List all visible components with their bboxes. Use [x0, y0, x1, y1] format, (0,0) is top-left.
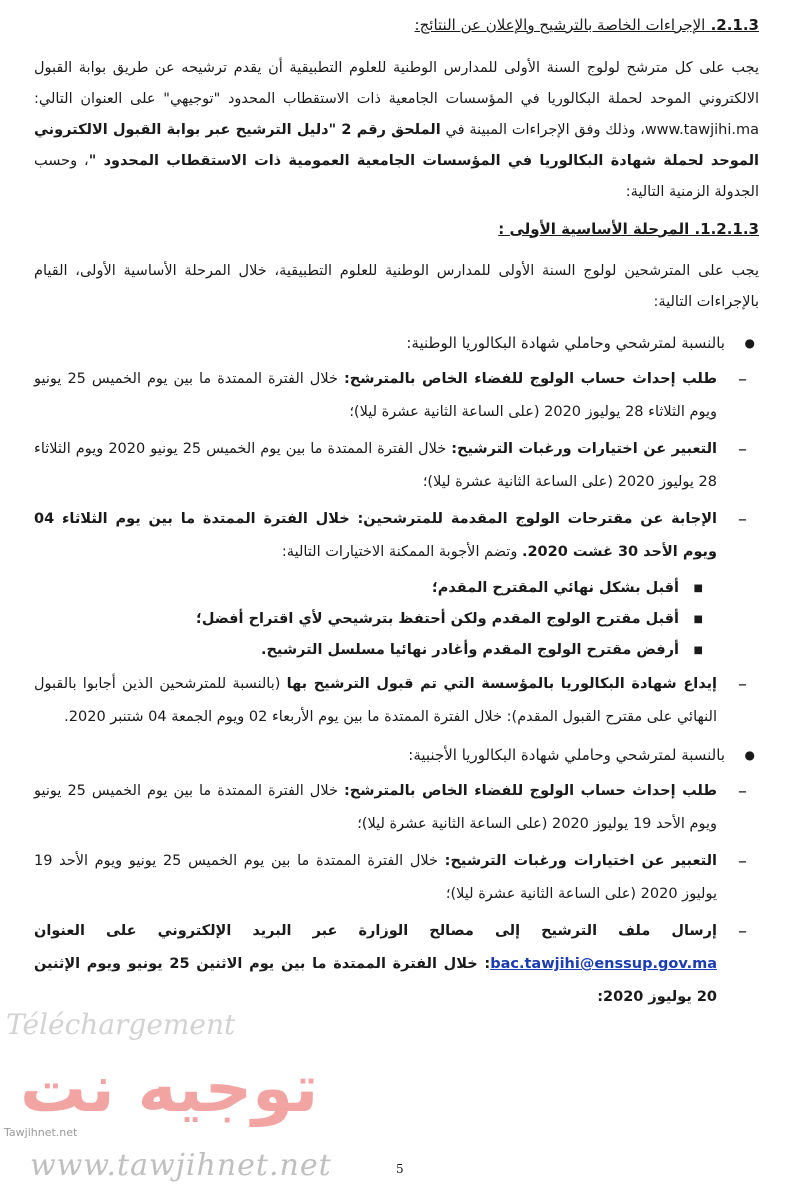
tawjihi-url[interactable]: www.tawjihi.ma — [644, 121, 760, 138]
item-text: (بالنسبة للمترشحين الذين أجابوا بالقبول النهائي على مقترح القبول المقدم): خلال الفترة الممتدة ما بين يوم الأربعاء 02 ويوم الجمعة 04 شتنبر 2020. — [34, 676, 717, 725]
item-bold: طلب إحداث حساب الولوج للفضاء الخاص بالمترشح: — [343, 783, 717, 799]
item-bold: طلب إحداث حساب الولوج للفضاء الخاص بالمترشح: — [343, 371, 717, 387]
foreign-bac-heading: ● بالنسبة لمترشحي وحاملي شهادة البكالوريا الأجنبية: — [34, 740, 759, 771]
option-accept-keep: ■ أقبل مقترح الولوج المقدم ولكن أحتفظ بترشيحي لأي اقتراح أفضل؛ — [34, 604, 759, 635]
intro-text-3: ، وحسب الجدولة الزمنية التالية: — [34, 152, 759, 200]
section-title: الإجراءات الخاصة بالترشيح والإعلان عن النتائج: — [414, 16, 706, 34]
subsection-heading — [34, 218, 759, 241]
subsection-number: 1.2.1.3. — [694, 219, 759, 238]
document-page — [34, 14, 759, 1018]
item-bold: التعبير عن اختيارات ورغبات الترشيح: — [451, 441, 717, 457]
item-bold: إرسال ملف الترشيح إلى مصالح الوزارة عبر البريد الإلكتروني على العنوان — [34, 923, 717, 939]
watermark-url: www.tawjihnet.net — [30, 1148, 332, 1183]
item-tail: وتضم الأجوبة الممكنة الاختيارات التالية: — [281, 544, 522, 560]
section-number: 2.1.3. — [710, 16, 759, 34]
section-heading — [34, 14, 759, 37]
national-item-deposit — [34, 668, 759, 734]
page-number: 5 — [396, 1162, 404, 1176]
item-bold: التعبير عن اختيارات ورغبات الترشيح: — [444, 853, 717, 869]
item-bold: إيداع شهادة البكالوريا بالمؤسسة التي تم قبول الترشيح بها — [286, 676, 717, 692]
subsection-title: المرحلة الأساسية الأولى : — [498, 219, 690, 238]
item-text: : خلال الفترة الممتدة ما بين يوم الاثنين 25 يونيو ويوم الإثنين 20 يوليوز 2020: — [34, 956, 717, 1005]
foreign-item-account — [34, 775, 759, 841]
watermark-download: Téléchargement — [6, 1008, 236, 1041]
item-text: خلال الفترة الممتدة ما بين يوم الثلاثاء 04 ويوم الأحد 30 غشت 2020. — [34, 511, 717, 560]
item-text: خلال الفترة الممتدة ما بين يوم الخميس 25 يونيو ويوم الثلاثاء 28 يوليوز 2020 (على الساعة الثانية عشرة ليلا)؛ — [34, 371, 717, 420]
option-accept-final: ■ أقبل بشكل نهائي المقترح المقدم؛ — [34, 573, 759, 604]
national-bac-heading: ● بالنسبة لمترشحي وحاملي شهادة البكالوريا الوطنية: — [34, 328, 759, 359]
foreign-item-email — [34, 915, 759, 1014]
item-text: خلال الفترة الممتدة ما بين يوم الخميس 25 يونيو ويوم الأحد 19 يوليوز 2020 (على الساعة الثانية عشرة ليلا)؛ — [34, 853, 717, 902]
intro-paragraph — [34, 53, 759, 208]
foreign-item-choices — [34, 845, 759, 911]
item-text: خلال الفترة الممتدة ما بين يوم الخميس 25 يونيو 2020 ويوم الثلاثاء 28 يوليوز 2020 (على الساعة الثانية عشرة ليلا)؛ — [34, 441, 717, 490]
phase-intro: يجب على المترشحين لولوج السنة الأولى للمدارس الوطنية للعلوم التطبيقية، خلال المرحلة الأساسية الأولى، القيام بالإجراءات التالية: — [34, 263, 759, 310]
national-item-choices — [34, 433, 759, 499]
intro-text-1: يجب على كل مترشح لولوج السنة الأولى للمدارس الوطنية للعلوم التطبيقية أن يقدم ترشيحه عن طريق بوابة القبول الالكتروني الموحد لحملة البكالوريا في المؤسسات الجامعية ذات الاستقطاب المحدود "توجيهي" على العنوان التالي: — [34, 59, 759, 107]
annex-reference: الملحق رقم 2 "دليل الترشيح عبر بوابة القبول الالكتروني الموحد لحملة شهادة البكالوريا في المؤسسات الجامعية العمومية ذات الاستقطاب المحدود " — [34, 121, 759, 169]
item-text: خلال الفترة الممتدة ما بين يوم الخميس 25 يونيو ويوم الأحد 19 يوليوز 2020 (على الساعة الثانية عشرة ليلا)؛ — [34, 783, 717, 832]
intro-text-2: ، وذلك وفق الإجراءات المبينة في — [445, 121, 645, 138]
option-refuse: ■ أرفض مقترح الولوج المقدم وأغادر نهائيا مسلسل الترشيح. — [34, 635, 759, 666]
watermark-site-small: Tawjihnet.net — [4, 1126, 78, 1139]
item-bold: الإجابة عن مقترحات الولوج المقدمة للمترشحين: — [357, 511, 717, 527]
watermark-logo: توجيه نت — [20, 1050, 319, 1127]
national-item-account — [34, 363, 759, 429]
ministry-email-link[interactable]: bac.tawjihi@enssup.gov.ma — [490, 956, 717, 972]
national-item-answer — [34, 503, 759, 569]
